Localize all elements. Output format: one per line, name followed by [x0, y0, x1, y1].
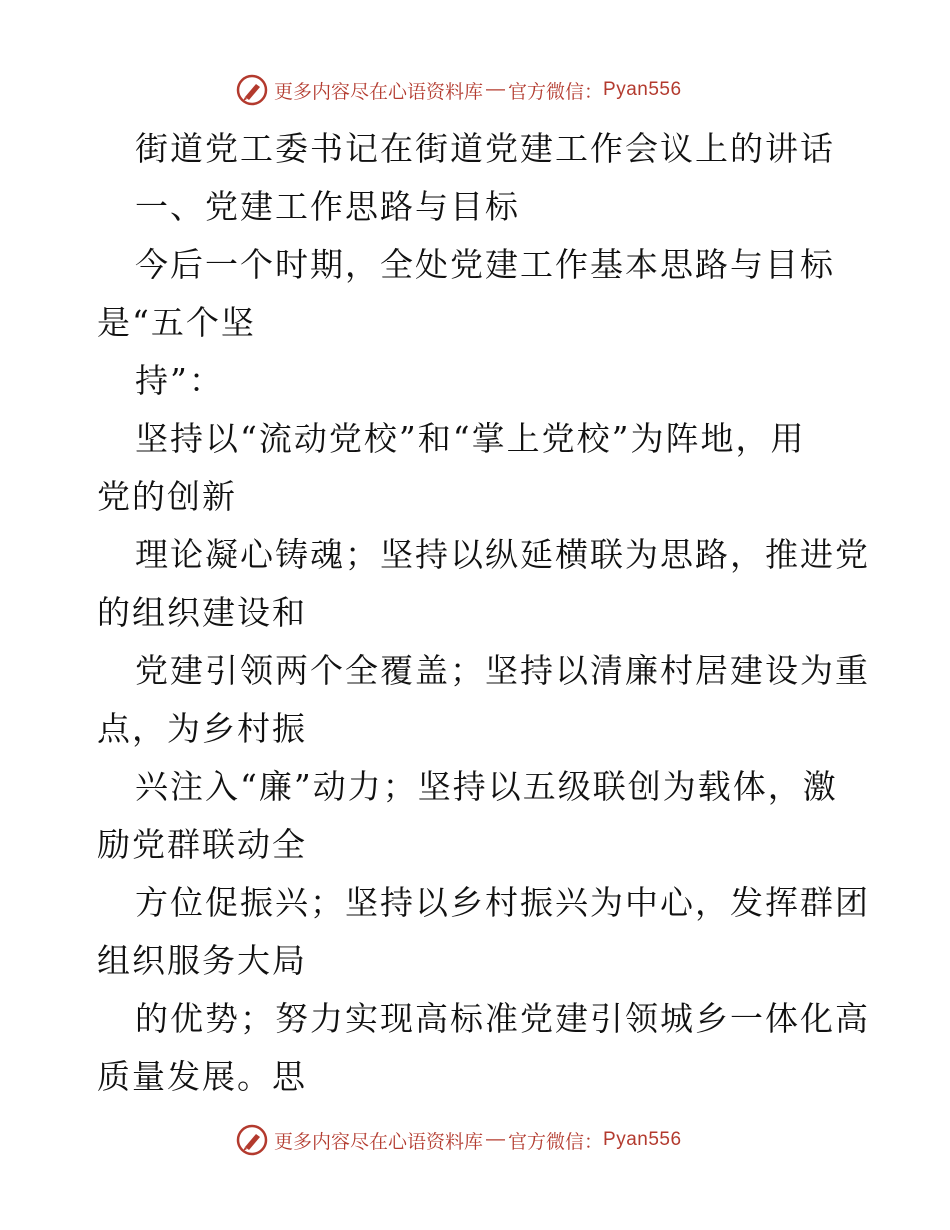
paragraph-line: 是“五个坚 — [97, 303, 256, 342]
document-title: 街道党工委书记在街道党建工作会议上的讲话 — [135, 129, 835, 168]
paragraph-line: 今后一个时期，全处党建工作基本思路与目标 — [135, 245, 835, 284]
pen-logo-icon — [236, 1124, 268, 1156]
paragraph-line: 方位促振兴；坚持以乡村振兴为中心，发挥群团 — [135, 883, 870, 922]
paragraph-line: 组织服务大局 — [97, 941, 307, 980]
paragraph-line: 兴注入“廉”动力；坚持以五级联创为载体，激 — [135, 767, 838, 806]
watermark-wechat-label: 官方微信： — [508, 81, 604, 103]
paragraph-line: 的优势；努力实现高标准党建引领城乡一体化高 — [135, 999, 870, 1038]
watermark-wechat-id: Pyan556 — [603, 1129, 682, 1150]
watermark-text: 更多内容尽在心语资料库 — [274, 1131, 484, 1153]
footer-watermark — [236, 1122, 682, 1158]
watermark-separator: — — [486, 1129, 506, 1150]
paragraph-line: 持”： — [135, 361, 224, 400]
paragraph-line: 党的创新 — [97, 477, 237, 516]
paragraph-line: 质量发展。思 — [97, 1057, 307, 1096]
watermark-wechat-label: 官方微信： — [508, 1131, 604, 1153]
section-heading: 一、党建工作思路与目标 — [135, 187, 520, 226]
paragraph-line: 党建引领两个全覆盖；坚持以清廉村居建设为重 — [135, 651, 870, 690]
pen-logo-icon — [236, 74, 268, 106]
watermark-wechat-id: Pyan556 — [603, 79, 682, 100]
watermark-text: 更多内容尽在心语资料库 — [274, 81, 484, 103]
watermark-separator: — — [486, 79, 506, 100]
paragraph-line: 坚持以“流动党校”和“掌上党校”为阵地，用 — [135, 419, 806, 458]
paragraph-line: 理论凝心铸魂；坚持以纵延横联为思路，推进党 — [135, 535, 870, 574]
paragraph-line: 励党群联动全 — [97, 825, 307, 864]
document-body — [97, 120, 870, 1106]
paragraph-line: 的组织建设和 — [97, 593, 307, 632]
header-watermark — [236, 72, 682, 108]
paragraph-line: 点，为乡村振 — [97, 709, 307, 748]
